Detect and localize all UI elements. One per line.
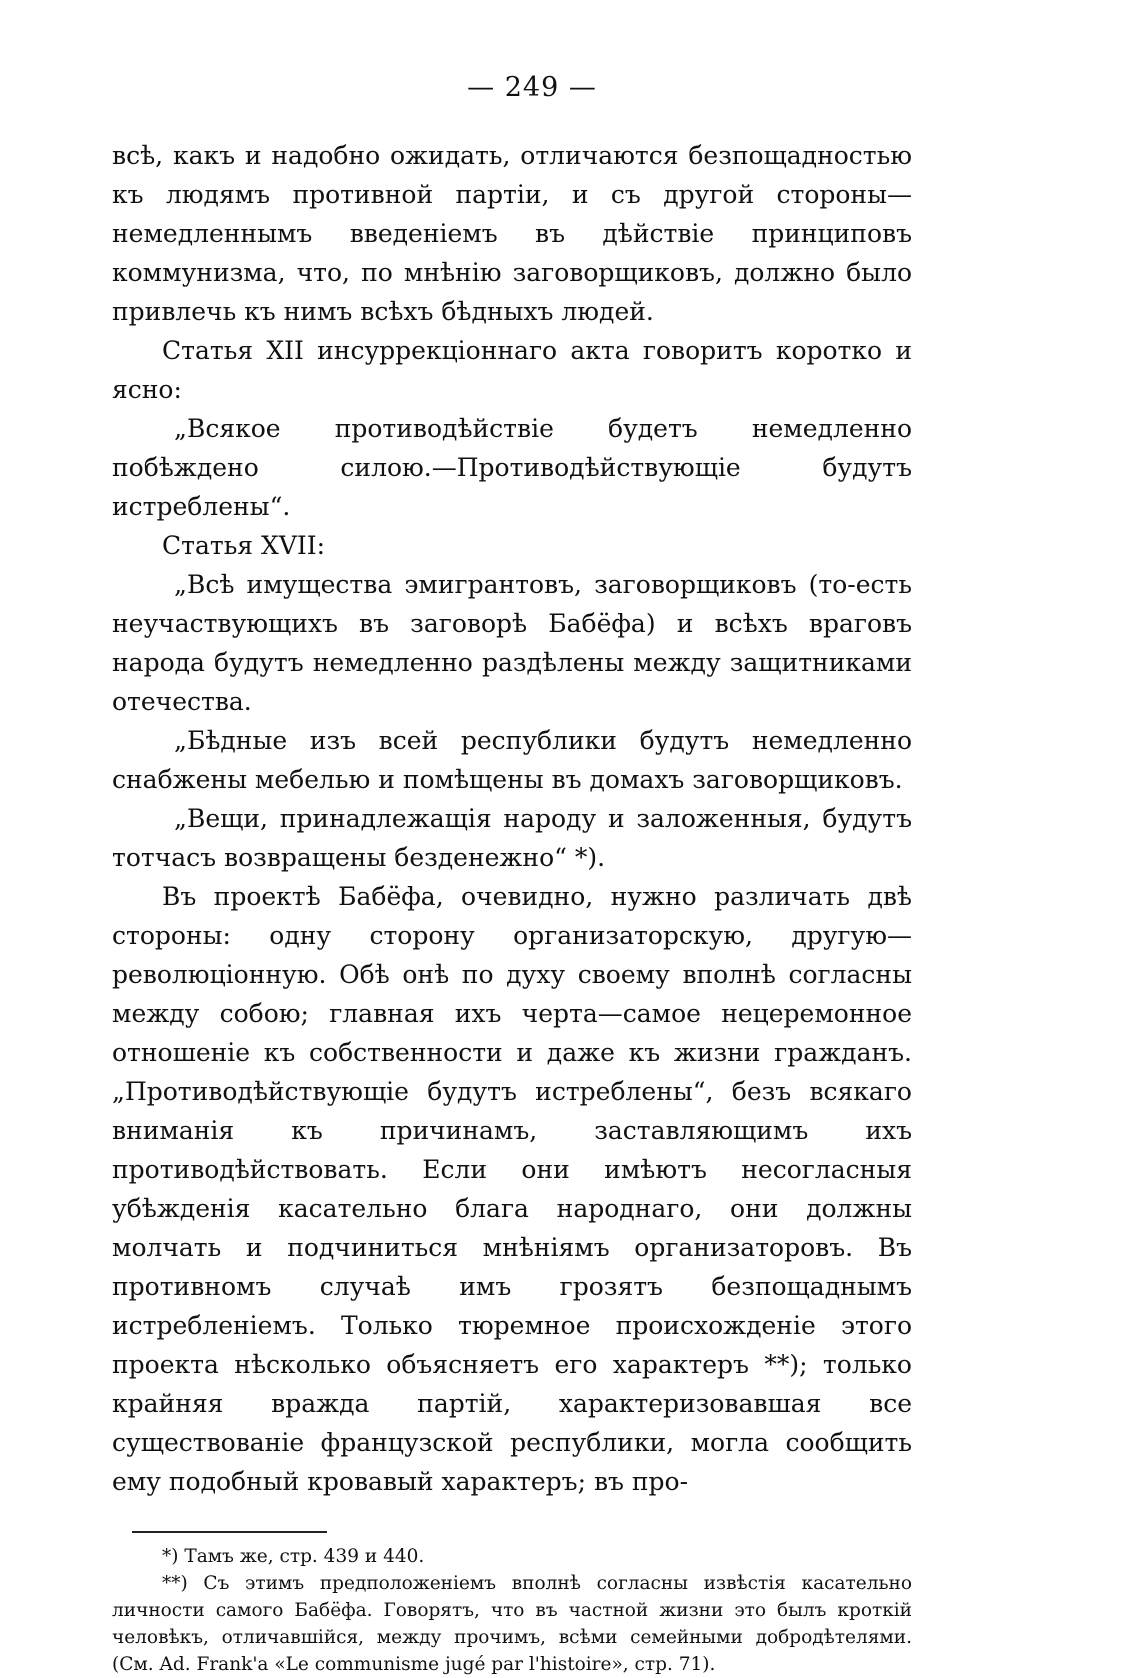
book-page [112,58,912,1675]
footnote-divider [132,1531,327,1533]
footnote: **) Съ этимъ предположеніемъ вполнѣ согласны извѣстія касательно личности самого Бабёфа. Говорятъ, что въ частной жизни это былъ кроткій человѣкъ, отличавшійся, между прочимъ, всѣми семейными добродѣтелями. (См. Ad. Frank'a «Le communisme jugé par l'histoire», стр. 71). [112,1573,912,1675]
quote-paragraph: „Всякое противодѣйствіе будетъ немедленно побѣждено силою.—Противодѣйствующіе будутъ истреблены“. [112,414,912,521]
page-number: — 249 — [467,72,597,103]
quote-paragraph: „Вещи, принадлежащія народу и заложенныя, будутъ тотчасъ возвращены безденежно“ *). [112,804,912,872]
footnotes [112,1543,912,1678]
paragraph: Статья XII инсуррекціоннаго акта говоритъ коротко и ясно: [112,336,912,404]
main-text [112,136,912,1501]
paragraph: Статья XVII: [162,531,326,560]
quote-paragraph: „Бѣдные изъ всей республики будутъ немедленно снабжены мебелью и помѣщены въ домахъ заговорщиковъ. [112,726,912,794]
paragraph: всѣ, какъ и надобно ожидать, отличаются безпощадностью къ людямъ противной партіи, и съ другой стороны—немедленнымъ введеніемъ въ дѣйствіе принциповъ коммунизма, что, по мнѣнію заговорщиковъ, должно было привлечь къ нимъ всѣхъ бѣдныхъ людей. [112,141,912,326]
footnote: *) Тамъ же, стр. 439 и 440. [162,1546,425,1567]
quote-paragraph: „Всѣ имущества эмигрантовъ, заговорщиковъ (то-есть неучаствующихъ въ заговорѣ Бабёфа) и всѣхъ враговъ народа будутъ немедленно раздѣлены между защитниками отечества. [112,570,912,716]
paragraph: Въ проектѣ Бабёфа, очевидно, нужно различать двѣ стороны: одну сторону организаторскую, другую—революціонную. Обѣ онѣ по духу своему вполнѣ согласны между собою; главная ихъ черта—самое нецеремонное отношеніе къ собственности и даже къ жизни гражданъ. „Противодѣйствующіе будутъ истреблены“, безъ всякаго вниманія къ причинамъ, заставляющимъ ихъ противодѣйствовать. Если они имѣютъ несогласныя убѣжденія касательно блага народнаго, они должны молчать и подчиниться мнѣніямъ организаторовъ. Въ противномъ случаѣ имъ грозятъ безпощаднымъ истребленіемъ. Только тюремное происхожденіе этого проекта нѣсколько объясняетъ его характеръ **); только крайняя вражда партій, характеризовавшая все существованіе французской республики, могла сообщить ему подобный кровавый характеръ; въ про- [112,882,912,1496]
